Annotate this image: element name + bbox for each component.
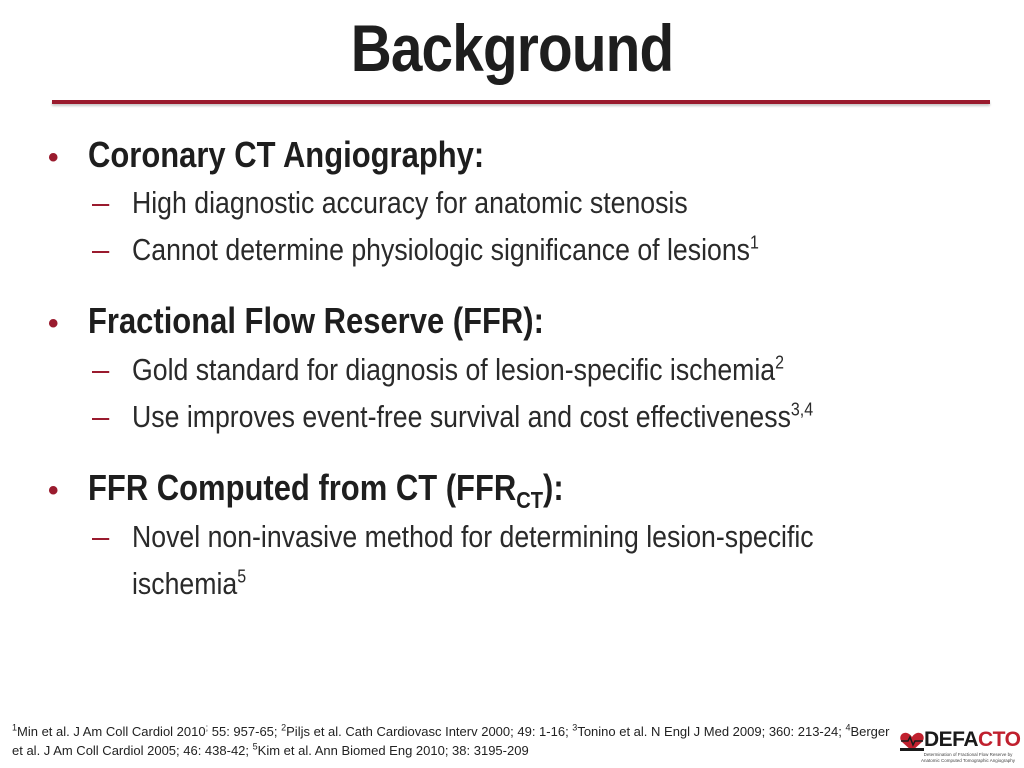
bullet-ffrct bbox=[48, 467, 641, 514]
sub-item-text: High diagnostic accuracy for anatomic stenosis bbox=[132, 185, 688, 220]
dash-icon: – bbox=[92, 232, 110, 267]
logo-tagline: Determination of Fractional Flow Reserve by Anatomic Computed Tomographic Angiography bbox=[921, 752, 1015, 763]
dash-icon: – bbox=[92, 185, 110, 220]
bullet-icon: • bbox=[48, 474, 59, 507]
sub-item bbox=[92, 519, 925, 555]
bullet-icon: • bbox=[48, 307, 59, 340]
references-footer: $^1$Min et al. J Am Coll Cardiol 2010; 55: 957-65; $^2$Piljs et al. Cath Cardiovasc Interv 2000; 49: 1-16; $^3$Tonino et al. N Engl J Med 2009; 360: 213-24; $^4$Berger et al. J Am Coll Cardiol 2005; 46: 438-42; $^5$Kim et al. Ann Biomed Eng 2010; 38: 3195-209 bbox=[12, 722, 890, 758]
sub-item-text: Cannot determine physiologic significance of lesions$^1$ bbox=[132, 231, 759, 267]
sub-item bbox=[92, 352, 890, 388]
slide-title: Background bbox=[350, 11, 674, 85]
heading-subscript: CT bbox=[516, 487, 544, 514]
bullet-heading: FFR Computed from CT $(FFR_{CT})$: bbox=[88, 467, 564, 514]
dash-icon: – bbox=[92, 352, 110, 387]
sub-item-text: Use improves event-free survival and cost effectiveness$^{3,4}$ bbox=[132, 398, 814, 434]
citation-sup: 1 bbox=[749, 231, 759, 253]
sub-item-continuation: ischemia$^5$ bbox=[132, 565, 247, 601]
bullet-icon: • bbox=[48, 141, 59, 174]
bullet-ffr bbox=[48, 300, 618, 342]
defacto-logo bbox=[898, 728, 1022, 768]
bullet-coronary-cta bbox=[48, 134, 549, 176]
heart-ct-logo-icon bbox=[898, 730, 926, 754]
dash-icon: – bbox=[92, 519, 110, 554]
sub-item-text: Novel non-invasive method for determining lesion-specific bbox=[132, 519, 814, 554]
bullet-heading: Coronary CT Angiography: bbox=[88, 134, 485, 175]
bullet-heading: Fractional Flow Reserve (FFR): bbox=[88, 300, 544, 341]
dash-icon: – bbox=[92, 399, 110, 434]
sub-item bbox=[92, 185, 778, 221]
logo-wordmark: DEFACTO bbox=[924, 728, 1021, 751]
sub-item bbox=[92, 232, 861, 268]
citation-sup: 3,4 bbox=[790, 398, 814, 420]
sub-item-text: Gold standard for diagnosis of lesion-specific ischemia$^2$ bbox=[132, 351, 785, 387]
citation-sup: 5 bbox=[237, 565, 247, 587]
sub-item bbox=[92, 399, 924, 435]
citation-sup: 2 bbox=[775, 351, 785, 373]
